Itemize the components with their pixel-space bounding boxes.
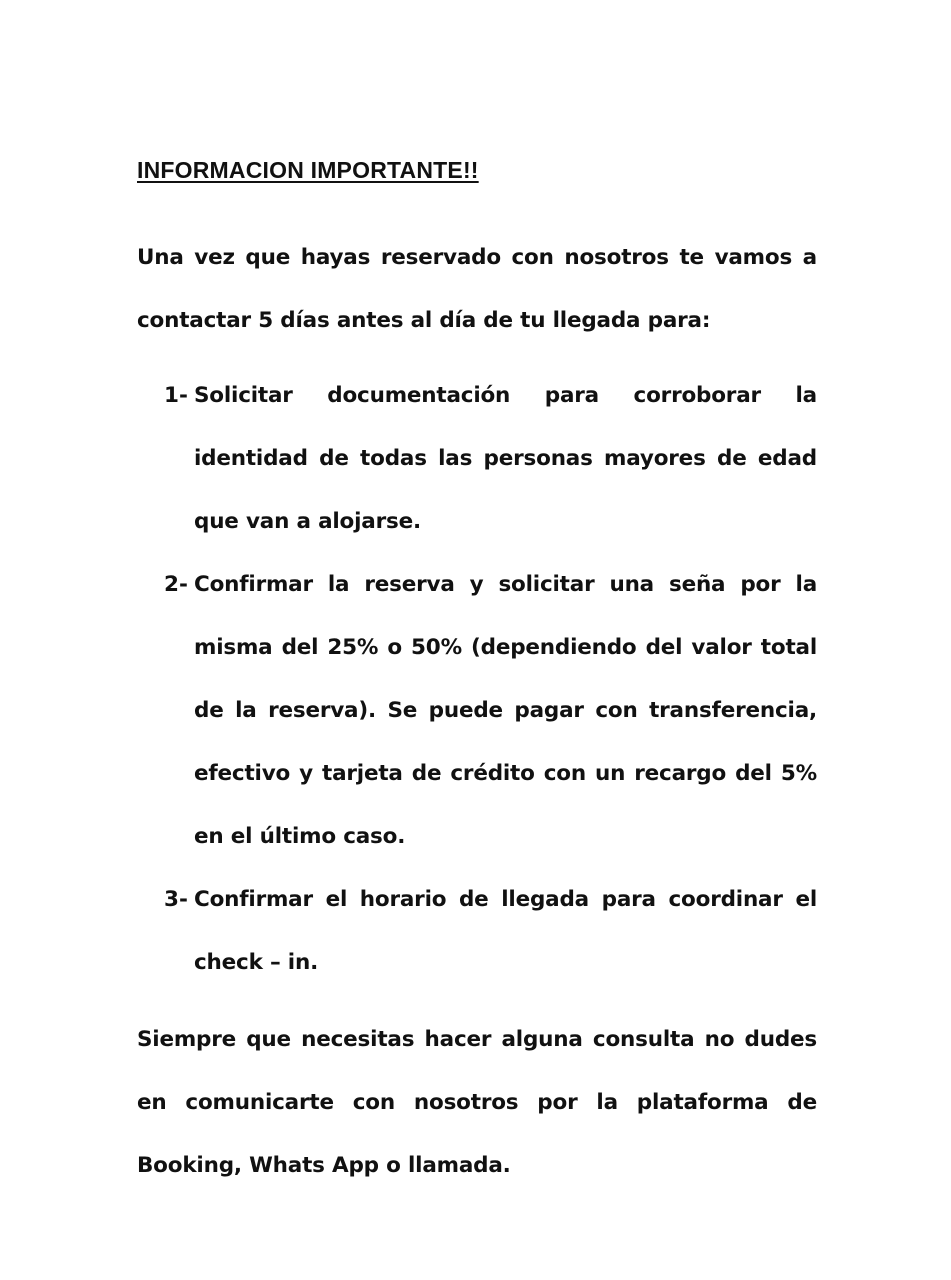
closing-paragraph: Siempre que necesitas hacer alguna consulta no dudes en comunicarte con nosotros por la plataforma de Booking, Whats App o llamada. [137, 1027, 817, 1178]
steps-list [137, 364, 817, 994]
step-number: 3- [164, 887, 188, 912]
step-item [137, 553, 817, 868]
step-text: Confirmar el horario de llegada para coordinar el check – in. [194, 887, 817, 975]
step-item [137, 364, 817, 553]
step-number: 2- [164, 572, 188, 597]
intro-paragraph: Una vez que hayas reservado con nosotros te vamos a contactar 5 días antes al día de tu llegada para: [137, 245, 817, 333]
step-item [137, 868, 817, 994]
step-number: 1- [164, 383, 188, 408]
step-text: Solicitar documentación para corroborar la identidad de todas las personas mayores de edad que van a alojarse. [194, 383, 817, 534]
step-text: Confirmar la reserva y solicitar una seña por la misma del 25% o 50% (dependiendo del valor total de la reserva). Se puede pagar con transferencia, efectivo y tarjeta de crédito con un recargo del 5% en el último caso. [194, 572, 817, 849]
document-page [137, 152, 817, 1197]
document-title: INFORMACION IMPORTANTE!! [137, 157, 479, 183]
